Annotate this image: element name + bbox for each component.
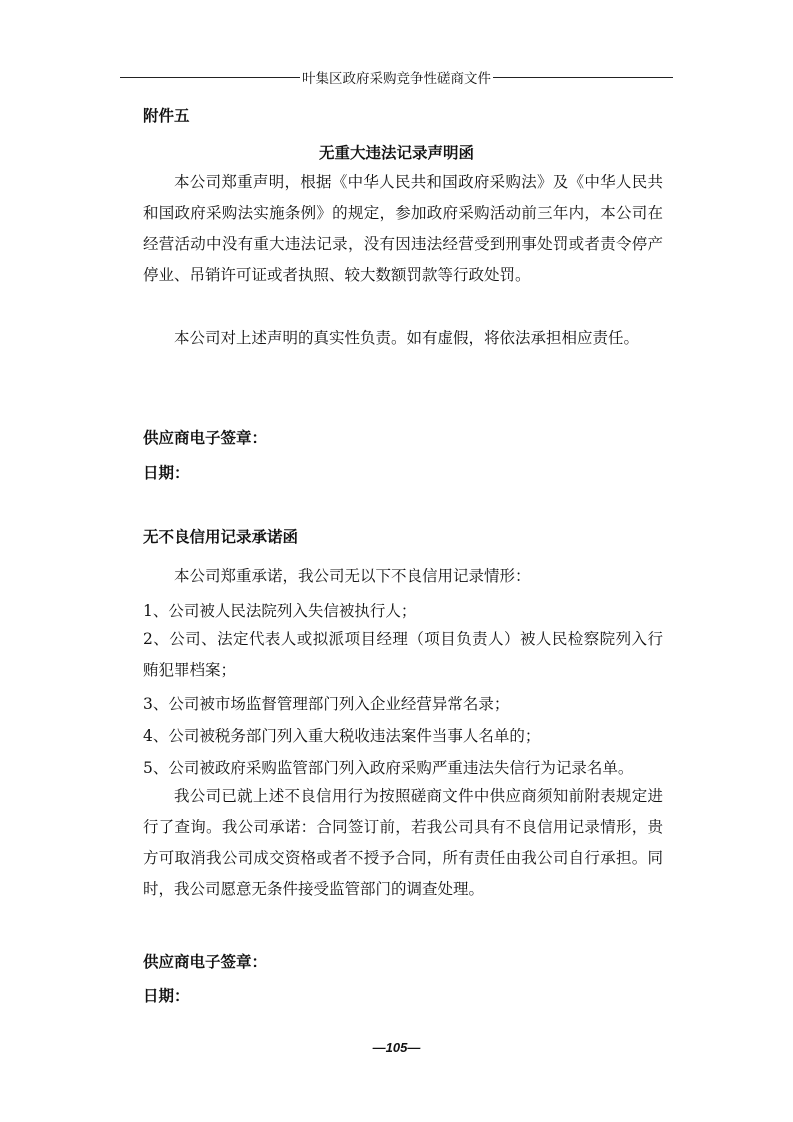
section2-date-label: 日期： [143, 987, 190, 1005]
list-item: 3、公司被市场监督管理部门列入企业经营异常名录； [143, 695, 510, 713]
section2-signature-label: 供应商电子签章： [143, 953, 268, 971]
section2-title: 无不良信用记录承诺函 [143, 528, 299, 546]
section1-paragraph1: 本公司郑重声明，根据《中华人民共和国政府采购法》及《中华人民共和国政府采购法实施条例》的规定，参加政府采购活动前三年内，本公司在经营活动中没有重大违法记录，没有因违法经营受到刑事处罚或者责令停产停业、吊销许可证或者执照、较大数额罚款等行政处罚。 [143, 173, 663, 284]
list-item: 5、公司被政府采购监管部门列入政府采购严重违法失信行为记录名单。 [143, 759, 634, 777]
section2-closing: 我公司已就上述不良信用行为按照磋商文件中供应商须知前附表规定进行了查询。我公司承诺：合同签订前，若我公司具有不良信用记录情形，贵方可取消我公司成交资格或者不授予合同，所有责任由我公司自行承担。同时，我公司愿意无条件接受监管部门的调查处理。 [143, 787, 663, 898]
page-header [120, 66, 673, 88]
section2-intro: 本公司郑重承诺，我公司无以下不良信用记录情形： [174, 567, 531, 585]
annex-label: 附件五 [143, 107, 190, 125]
section1-paragraph2: 本公司对上述声明的真实性负责。如有虚假，将依法承担相应责任。 [174, 329, 640, 347]
section1-signature-label: 供应商电子签章： [143, 429, 268, 447]
list-item: 4、公司被税务部门列入重大税收违法案件当事人名单的； [143, 727, 541, 745]
list-item: 1、公司被人民法院列入失信被执行人； [143, 602, 417, 620]
header-rule-left [120, 77, 300, 78]
list-item: 2、公司、法定代表人或拟派项目经理（项目负责人）被人民检察院列入行贿犯罪档案； [143, 630, 663, 679]
section1-date-label: 日期： [143, 464, 190, 482]
header-title: 叶集区政府采购竞争性磋商文件 [302, 71, 491, 87]
page-number: —105— [372, 1040, 421, 1055]
header-rule-right [493, 77, 673, 78]
section1-title: 无重大违法记录声明函 [318, 144, 474, 162]
